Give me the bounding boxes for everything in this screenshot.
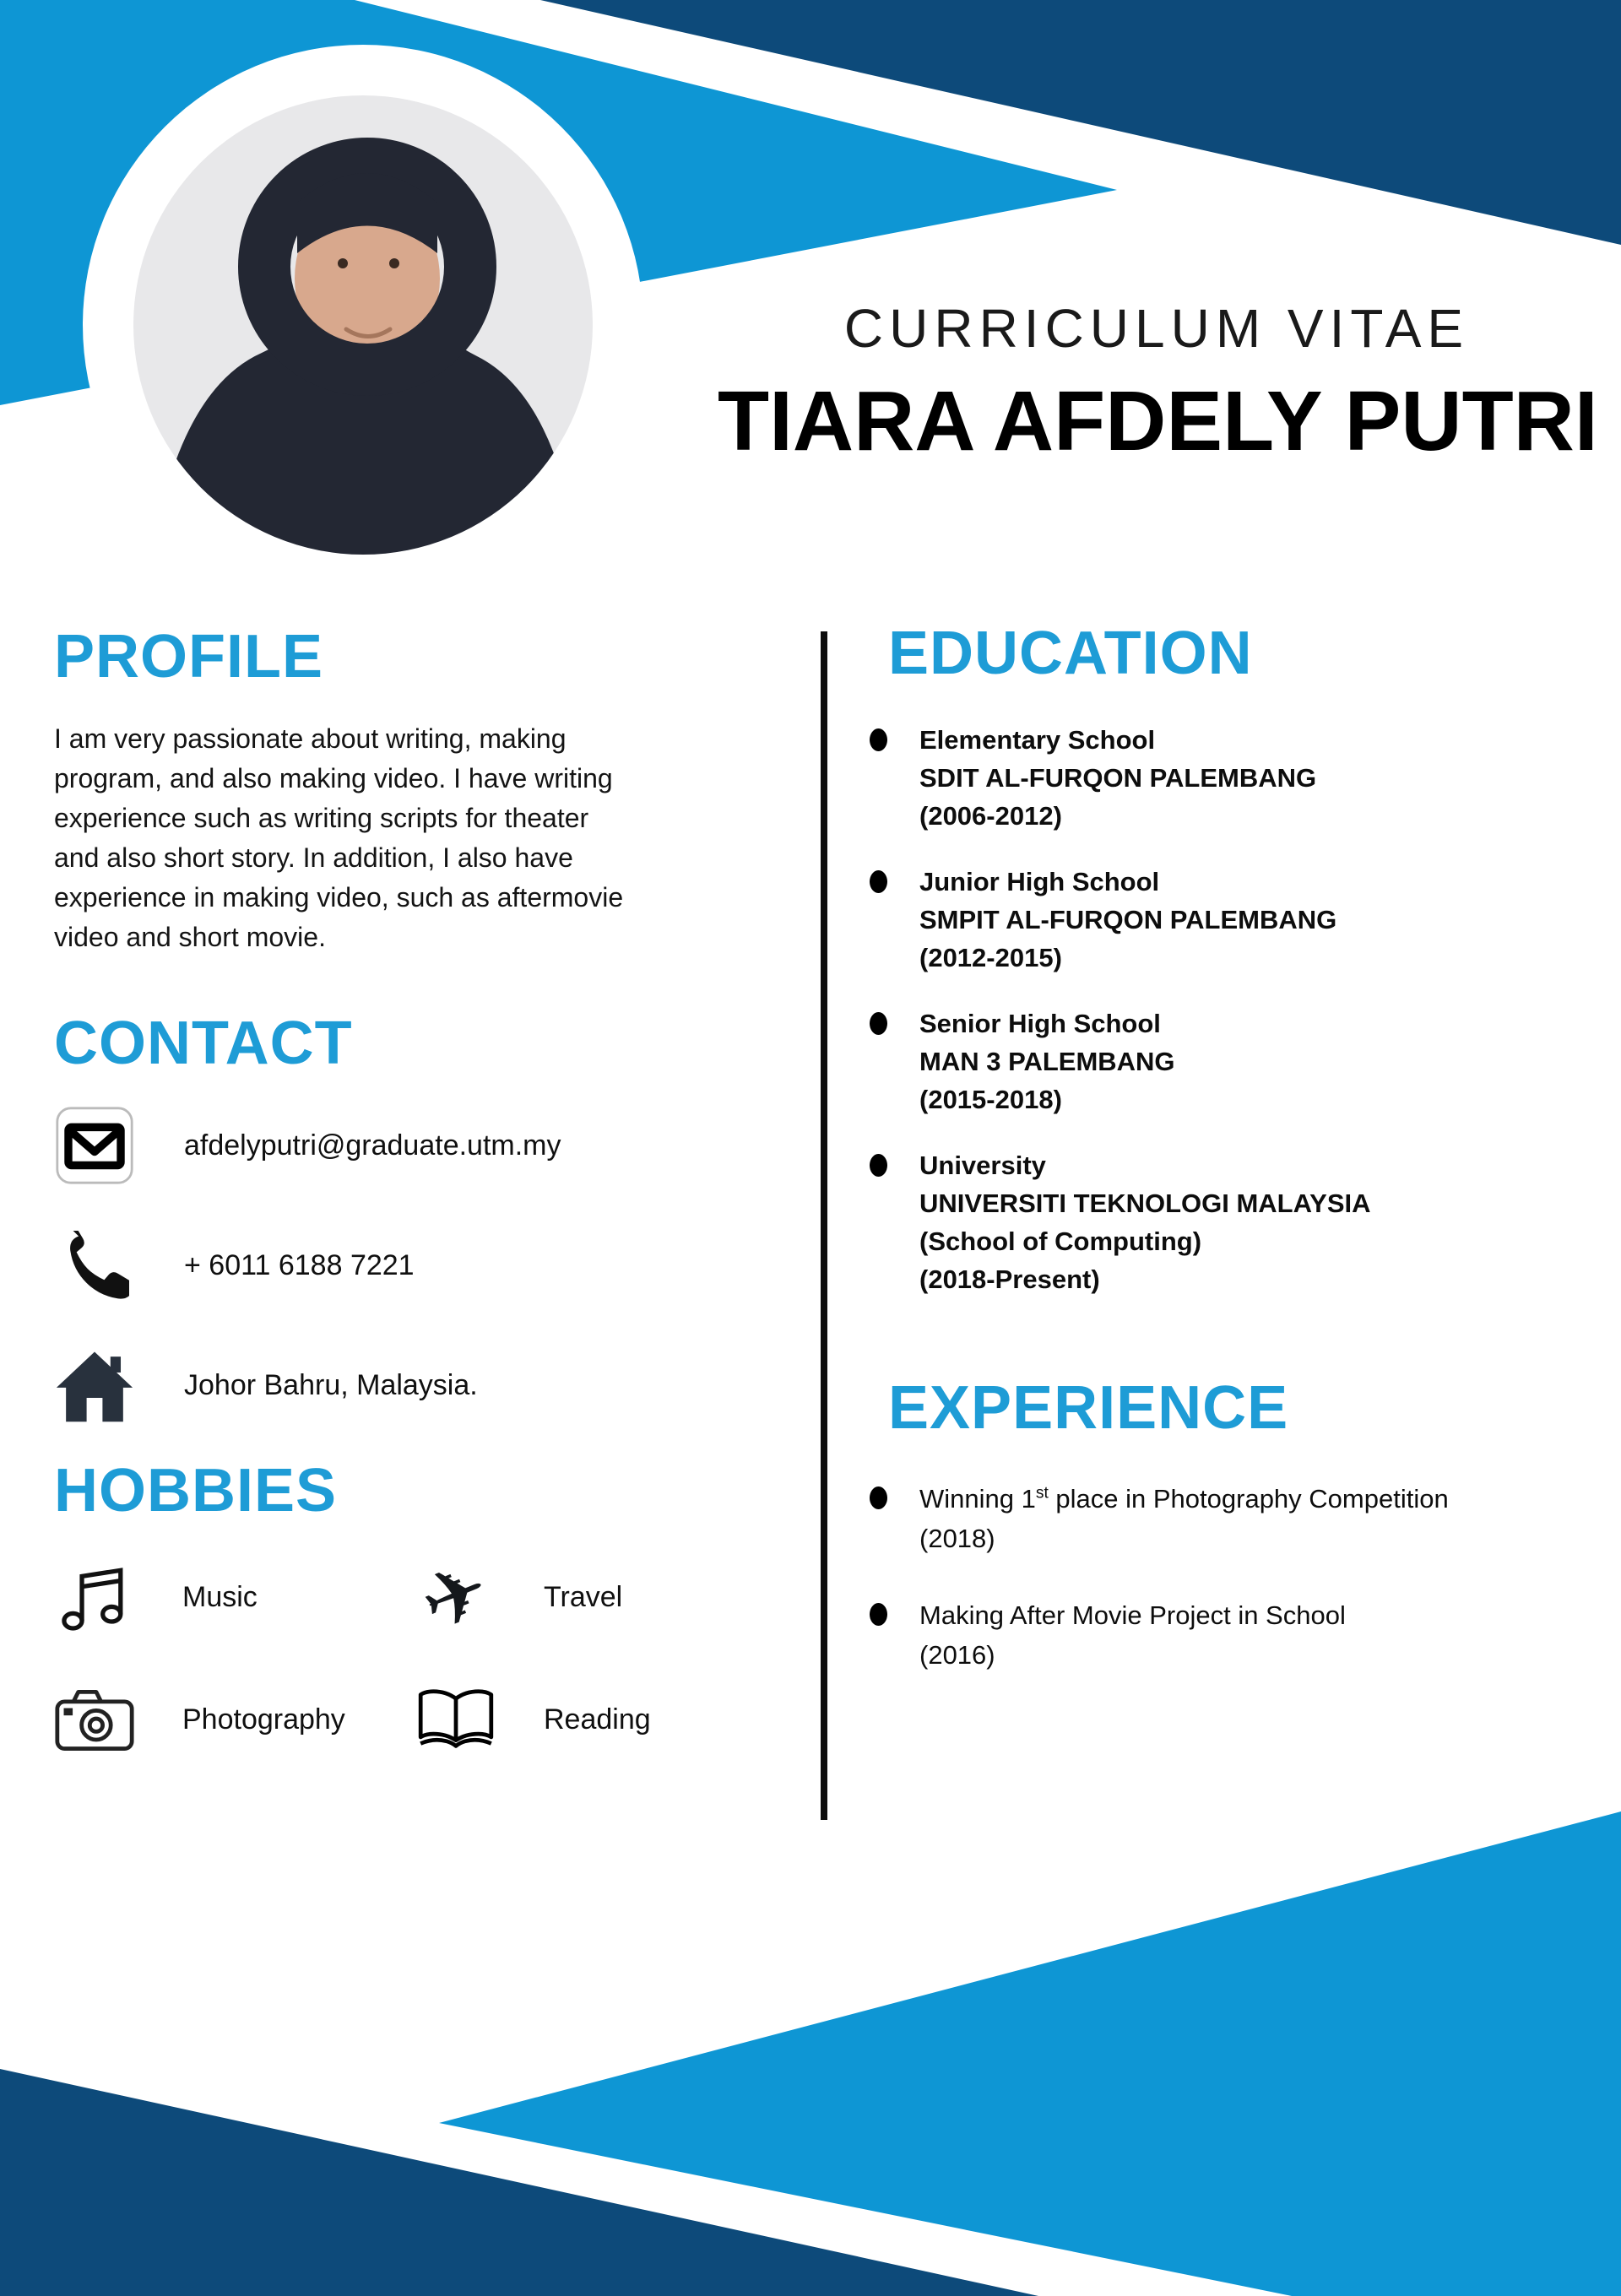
experience-text: Making After Movie Project in School (919, 1600, 1346, 1630)
contact-email-value: afdelyputri@graduate.utm.my (184, 1129, 561, 1162)
header (718, 297, 1596, 470)
education-level: Junior High School (919, 867, 1160, 896)
column-divider (821, 631, 827, 1820)
education-school: SDIT AL-FURQON PALEMBANG (919, 763, 1317, 793)
hobby-reading (415, 1685, 777, 1754)
travel-icon: ✈ (409, 1545, 502, 1649)
profile-section (54, 623, 738, 957)
bullet-icon (870, 1012, 887, 1035)
profile-line: program, and also making video. I have writing (54, 763, 613, 793)
education-item (870, 1004, 1604, 1118)
education-years: (2018-Present) (919, 1264, 1100, 1294)
hobby-label: Reading (544, 1703, 651, 1736)
education-item (870, 721, 1604, 835)
education-heading: EDUCATION (888, 620, 1253, 687)
experience-year: (2018) (919, 1524, 995, 1553)
hobbies-heading: HOBBIES (54, 1457, 338, 1524)
photography-icon (54, 1685, 135, 1754)
hobby-photography (54, 1685, 415, 1754)
education-level: University (919, 1151, 1046, 1180)
experience-item (870, 1479, 1621, 1558)
education-section (870, 620, 1604, 1298)
bullet-icon (870, 1603, 887, 1626)
profile-line: and also short story. In addition, I also have (54, 842, 573, 873)
hobby-label: Photography (182, 1703, 345, 1736)
hobbies-section (54, 1457, 797, 1754)
music-icon (54, 1560, 135, 1634)
bullet-icon (870, 728, 887, 751)
education-school: SMPIT AL-FURQON PALEMBANG (919, 905, 1337, 934)
education-school: MAN 3 PALEMBANG (919, 1047, 1175, 1076)
contact-address-value: Johor Bahru, Malaysia. (184, 1368, 478, 1401)
person-name: TIARA AFDELY PUTRI (718, 374, 1598, 468)
education-item (870, 1146, 1604, 1298)
contact-phone-value: + 6011 6188 7221 (184, 1248, 415, 1281)
experience-year: (2016) (919, 1640, 995, 1670)
hobby-label: Travel (544, 1580, 623, 1613)
education-detail: (School of Computing) (919, 1227, 1202, 1256)
profile-photo (83, 45, 643, 605)
profile-body (54, 719, 738, 957)
experience-heading: EXPERIENCE (888, 1374, 1289, 1442)
cv-subtitle: CURRICULUM VITAE (843, 298, 1470, 359)
bullet-icon (870, 870, 887, 893)
experience-text: Winning 1st place in Photography Competition (919, 1484, 1449, 1514)
education-school: UNIVERSITI TEKNOLOGI MALAYSIA (919, 1189, 1371, 1218)
email-icon (54, 1106, 135, 1185)
experience-section (870, 1374, 1621, 1675)
contact-row-phone (54, 1226, 746, 1305)
experience-item (870, 1595, 1621, 1675)
profile-line: I am very passionate about writing, making (54, 723, 567, 754)
hobby-travel (409, 1545, 777, 1649)
profile-line: experience such as writing scripts for theater (54, 803, 589, 833)
contact-row-email (54, 1106, 746, 1185)
education-years: (2012-2015) (919, 943, 1062, 972)
bullet-icon (870, 1486, 887, 1509)
education-level: Elementary School (919, 725, 1156, 755)
home-icon (54, 1346, 135, 1425)
profile-line: experience in making video, such as aftermovie (54, 882, 624, 912)
contact-section (54, 1010, 746, 1425)
profile-line: video and short movie. (54, 922, 326, 952)
bullet-icon (870, 1154, 887, 1177)
contact-heading: CONTACT (54, 1010, 353, 1077)
education-level: Senior High School (919, 1009, 1161, 1038)
phone-icon (54, 1231, 135, 1300)
reading-icon (415, 1687, 496, 1752)
education-years: (2015-2018) (919, 1085, 1062, 1114)
hobby-music (54, 1558, 415, 1636)
education-item (870, 863, 1604, 977)
hobby-label: Music (182, 1580, 258, 1613)
profile-heading: PROFILE (54, 623, 324, 690)
education-years: (2006-2012) (919, 801, 1062, 831)
contact-row-address (54, 1346, 746, 1425)
